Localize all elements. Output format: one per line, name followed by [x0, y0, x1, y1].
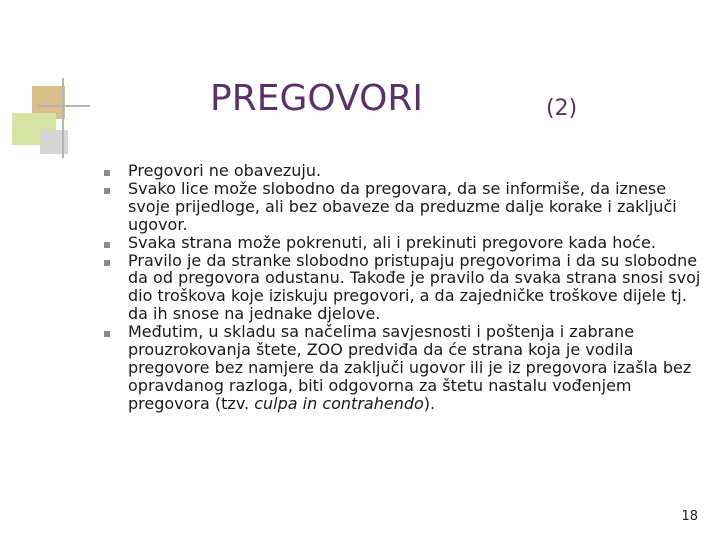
page-number: 18 — [681, 509, 698, 524]
bullet-square-icon — [104, 260, 110, 266]
bullet-item — [104, 162, 702, 180]
bullet-square-icon — [104, 242, 110, 248]
bullet-square-icon — [104, 331, 110, 337]
bullet-item — [104, 180, 702, 234]
slide-title: PREGOVORI — [210, 78, 424, 119]
bullet-square-icon — [104, 170, 110, 176]
bullet-text: Međutim, u skladu sa načelima savjesnosti i poštenja i zabrane prouzrokovanja štete, ZOO predviđa da će strana koja je vodila pregovore bez namjere da zaključi ugovor ili je iz pregovora izašla bez opravdanog razloga, biti odgovorna za štetu nastalu vođenjem pregovora (tzv. — [128, 322, 692, 413]
bullet-item — [104, 323, 702, 413]
bullet-square-icon — [104, 188, 110, 194]
slide-title-number: (2) — [546, 96, 578, 121]
decor-vertical-line — [62, 78, 64, 158]
bullet-text: Svako lice može slobodno da pregovara, da se informiše, da iznese svoje prijedloge, ali bez obaveze da preduzme dalje korake i zaključi ugovor. — [128, 178, 677, 234]
bullet-text: Pravilo je da stranke slobodno pristupaju pregovorima i da su slobodne da od pregovora odustanu. Takođe je pravilo da svaka strana snosi svoj dio troškova koje iziskuju pregovori, a da zajedničke troškove dijele tj. da ih snose na jednake djelove. — [128, 250, 701, 324]
bullet-text: Svaka strana može pokrenuti, ali i prekinuti pregovore kada hoće. — [128, 232, 656, 252]
decor-horizontal-line — [38, 105, 90, 107]
bullet-item — [104, 234, 702, 252]
bullet-text: Pregovori ne obavezuju. — [128, 161, 322, 180]
bullet-text-tail: ). — [423, 393, 436, 413]
bullet-item — [104, 252, 702, 324]
bullet-list — [104, 162, 702, 413]
bullet-italic-term: culpa in contrahendo — [254, 393, 424, 413]
